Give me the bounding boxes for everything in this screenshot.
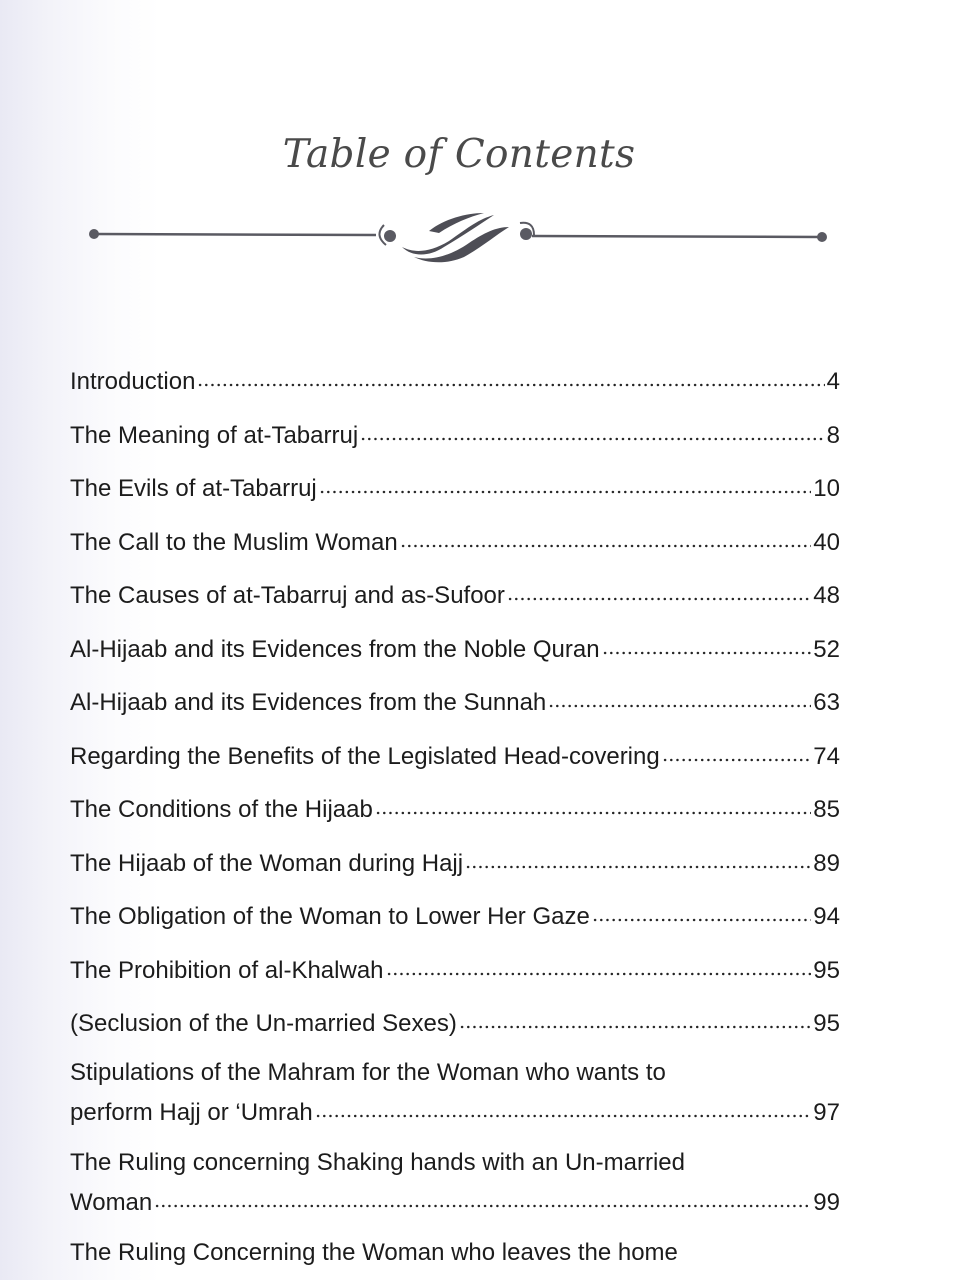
leader-dots (507, 594, 811, 602)
page-title: Table of Contents (282, 132, 636, 177)
toc-entry-page: 95 (813, 956, 840, 984)
toc-entry-page: 10 (813, 475, 840, 502)
toc-entry-title: Stipulations of the Mahram for the Woman who wants to (70, 1058, 666, 1086)
toc-entry-page: 94 (813, 903, 840, 930)
leader-dots (197, 380, 824, 388)
toc-entry-title: The Causes of at-Tabarruj and as-Sufoor (70, 582, 505, 609)
toc-entry-title: The Conditions of the Hijaab (70, 796, 373, 823)
leader-dots (315, 1111, 812, 1119)
leader-dots (360, 434, 824, 442)
toc-entry-title: Al-Hijaab and its Evidences from the Sunnah (70, 689, 547, 716)
leader-dots (592, 915, 811, 923)
flourish-divider-icon (84, 205, 834, 265)
toc-entry[interactable] (70, 837, 840, 891)
toc-list (70, 355, 840, 1275)
toc-entry-title: The Obligation of the Woman to Lower Her Gaze (70, 903, 590, 930)
toc-entry-page: 52 (813, 635, 840, 663)
toc-entry-page: 4 (826, 368, 840, 395)
leader-dots (602, 648, 812, 656)
toc-entry[interactable] (70, 944, 840, 998)
toc-entry-title: (Seclusion of the Un-married Sexes) (70, 1010, 457, 1037)
toc-entry-title: The Ruling Concerning the Woman who leaves the home (70, 1238, 678, 1266)
toc-entry[interactable] (70, 997, 840, 1051)
toc-entry-title: Regarding the Benefits of the Legislated Head-covering (70, 742, 660, 770)
leader-dots (662, 755, 812, 763)
toc-entry[interactable] (70, 569, 840, 623)
toc-entry[interactable] (70, 409, 840, 463)
leader-dots (154, 1201, 811, 1209)
toc-entry-page: 99 (813, 1188, 840, 1216)
toc-entry-title-continued: Woman (70, 1188, 153, 1216)
toc-entry-title: The Hijaab of the Woman during Hajj (70, 849, 464, 877)
toc-entry[interactable] (70, 730, 840, 784)
toc-entry[interactable] (70, 623, 840, 677)
toc-entry[interactable] (70, 783, 840, 837)
leader-dots (459, 1022, 811, 1030)
leader-dots (465, 862, 811, 870)
toc-entry-title: Al-Hijaab and its Evidences from the Noble Quran (70, 635, 600, 663)
toc-entry-page: 89 (813, 849, 840, 877)
leader-dots (386, 969, 812, 977)
toc-entry-page: 40 (813, 528, 840, 556)
toc-entry[interactable] (70, 1231, 840, 1275)
toc-entry-title: The Meaning of at-Tabarruj (70, 421, 359, 449)
toc-entry-title: The Ruling concerning Shaking hands with an Un-married (70, 1148, 685, 1176)
toc-entry-page: 63 (813, 689, 840, 716)
toc-entry[interactable] (70, 516, 840, 570)
toc-entry-page: 8 (826, 421, 840, 449)
toc-entry-title-continued: perform Hajj or ‘Umrah (70, 1098, 313, 1126)
leader-dots (548, 701, 811, 709)
toc-entry-page: 85 (813, 796, 840, 823)
toc-entry[interactable] (70, 890, 840, 944)
toc-entry-page: 97 (813, 1098, 840, 1126)
toc-entry[interactable] (70, 462, 840, 516)
toc-entry[interactable] (70, 355, 840, 409)
toc-entry-title: The Prohibition of al-Khalwah (70, 956, 384, 984)
toc-entry-page: 48 (813, 582, 840, 609)
leader-dots (400, 541, 812, 549)
toc-entry-page: 74 (813, 742, 840, 770)
toc-entry[interactable] (70, 1141, 840, 1231)
toc-entry[interactable] (70, 676, 840, 730)
leader-dots (319, 487, 812, 495)
toc-entry-title: The Call to the Muslim Woman (70, 528, 398, 556)
toc-entry[interactable] (70, 1051, 840, 1141)
toc-entry-title: The Evils of at-Tabarruj (70, 475, 317, 502)
leader-dots (375, 808, 811, 816)
toc-entry-page: 95 (813, 1010, 840, 1037)
toc-entry-title: Introduction (70, 368, 196, 395)
